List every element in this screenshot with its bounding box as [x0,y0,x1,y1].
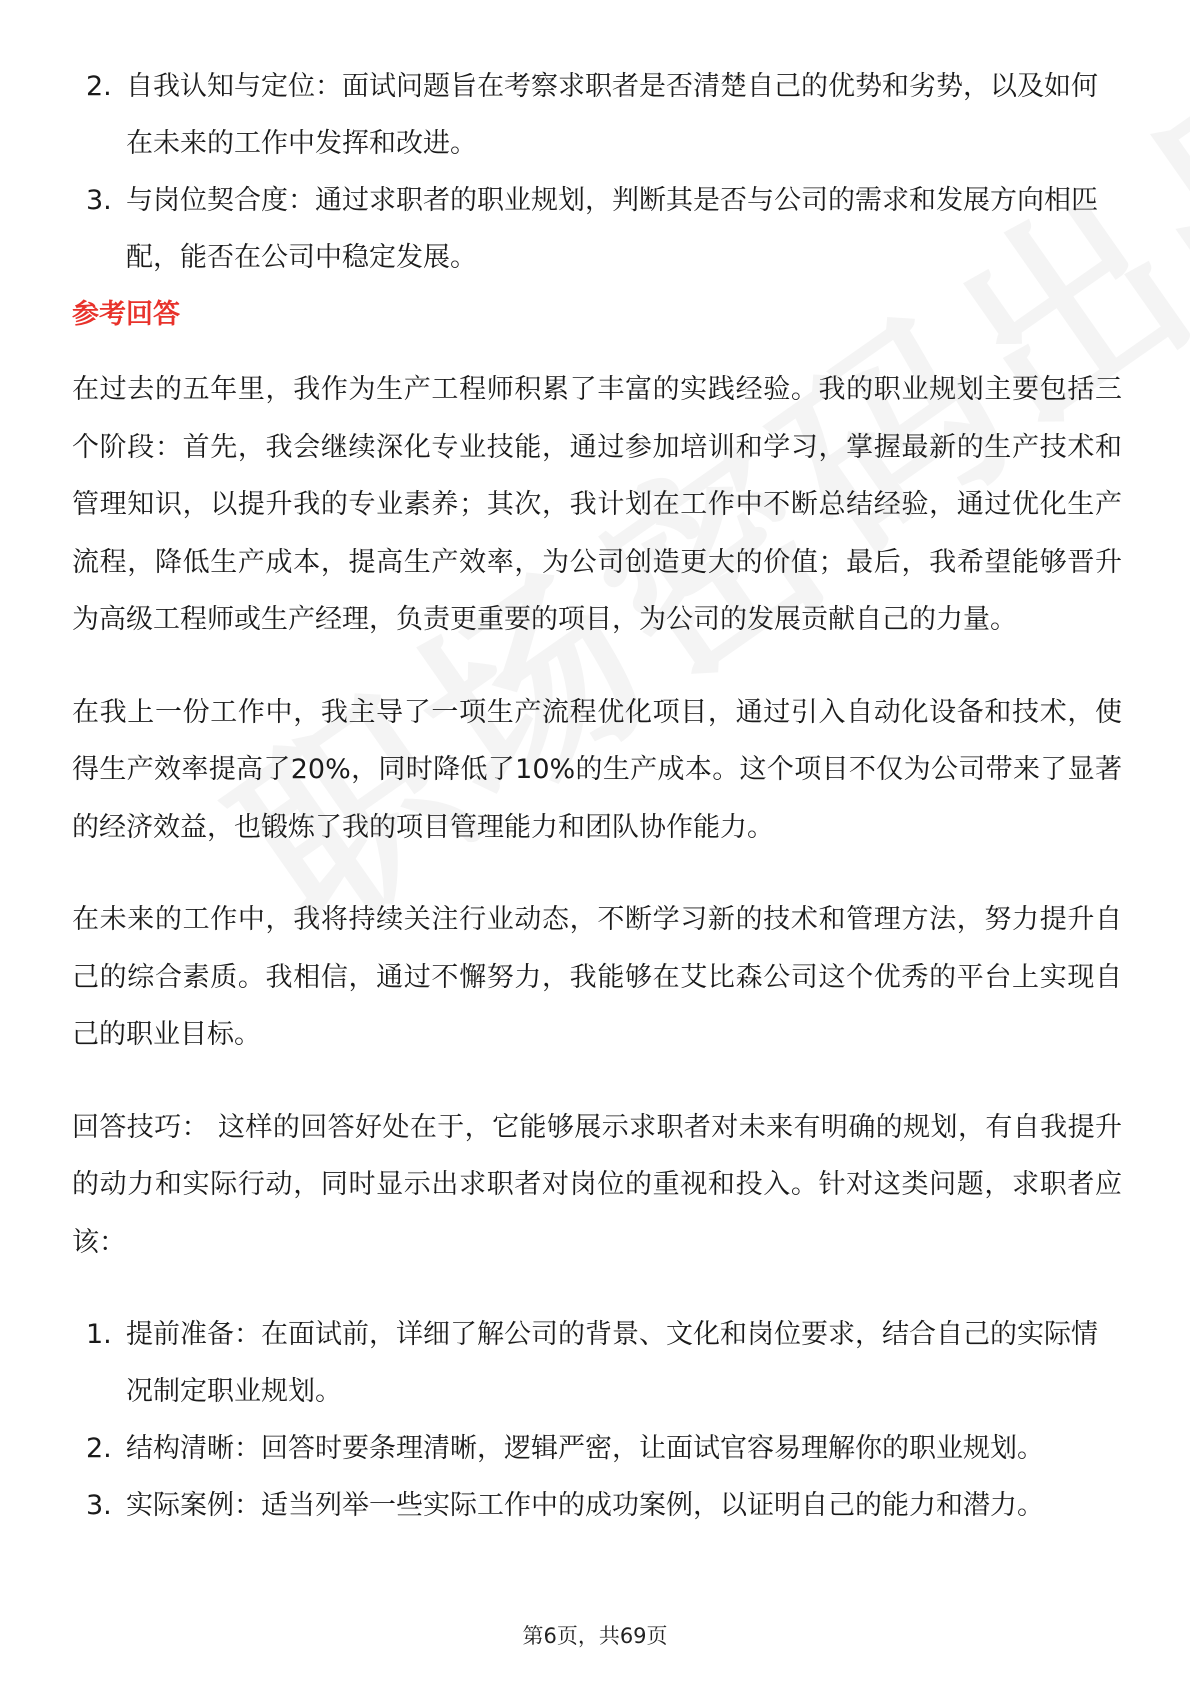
bottom-numbered-list [72,1306,1122,1534]
list-item-text: 自我认知与定位：面试问题旨在考察求职者是否清楚自己的优势和劣势，以及如何在未来的工作中发挥和改进。 [126,71,1098,159]
answer-paragraph: 在我上一份工作中，我主导了一项生产流程优化项目，通过引入自动化设备和技术，使得生产效率提高了20%，同时降低了10%的生产成本。这个项目不仅为公司带来了显著的经济效益，也锻炼了我的项目管理能力和团队协作能力。 [72,696,1122,843]
answer-paragraph: 在未来的工作中，我将持续关注行业动态，不断学习新的技术和管理方法，努力提升自己的综合素质。我相信，通过不懈努力，我能够在艾比森公司这个优秀的平台上实现自己的职业目标。 [72,904,1122,1050]
list-item-text: 提前准备：在面试前，详细了解公司的背景、文化和岗位要求，结合自己的实际情况制定职业规划。 [126,1319,1098,1407]
answer-tips-paragraph: 回答技巧： 这样的回答好处在于，它能够展示求职者对未来有明确的规划，有自我提升的动力和实际行动，同时显示出求职者对岗位的重视和投入。针对这类问题，求职者应该： [72,1111,1122,1258]
list-item-text: 实际案例：适当列举一些实际工作中的成功案例，以证明自己的能力和潜力。 [126,1490,1044,1521]
section-title-reference-answer: 参考回答 [72,299,180,330]
list-item-text: 与岗位契合度：通过求职者的职业规划，判断其是否与公司的需求和发展方向相匹配，能否在公司中稳定发展。 [126,185,1098,273]
list-item-text: 结构清晰：回答时要条理清晰，逻辑严密，让面试官容易理解你的职业规划。 [126,1433,1044,1464]
page-footer: 第6页，共69页 [522,1624,668,1648]
list-item [72,1477,1122,1534]
list-item [72,1420,1122,1477]
list-item [72,58,1122,172]
list-item-number: 2. [86,1433,112,1464]
list-item-number: 3. [86,185,112,216]
answer-paragraph: 在过去的五年里，我作为生产工程师积累了丰富的实践经验。我的职业规划主要包括三个阶段：首先，我会继续深化专业技能，通过参加培训和学习，掌握最新的生产技术和管理知识，以提升我的专业素养；其次，我计划在工作中不断总结经验，通过优化生产流程，降低生产成本，提高生产效率，为公司创造更大的价值；最后，我希望能够晋升为高级工程师或生产经理，负责更重要的项目，为公司的发展贡献自己的力量。 [72,374,1122,635]
page-content [72,58,1122,1534]
list-item-number: 2. [86,71,112,102]
list-item [72,1306,1122,1420]
list-item-number: 1. [86,1319,112,1350]
list-item [72,172,1122,286]
list-item-number: 3. [86,1490,112,1521]
top-numbered-list [72,58,1122,286]
